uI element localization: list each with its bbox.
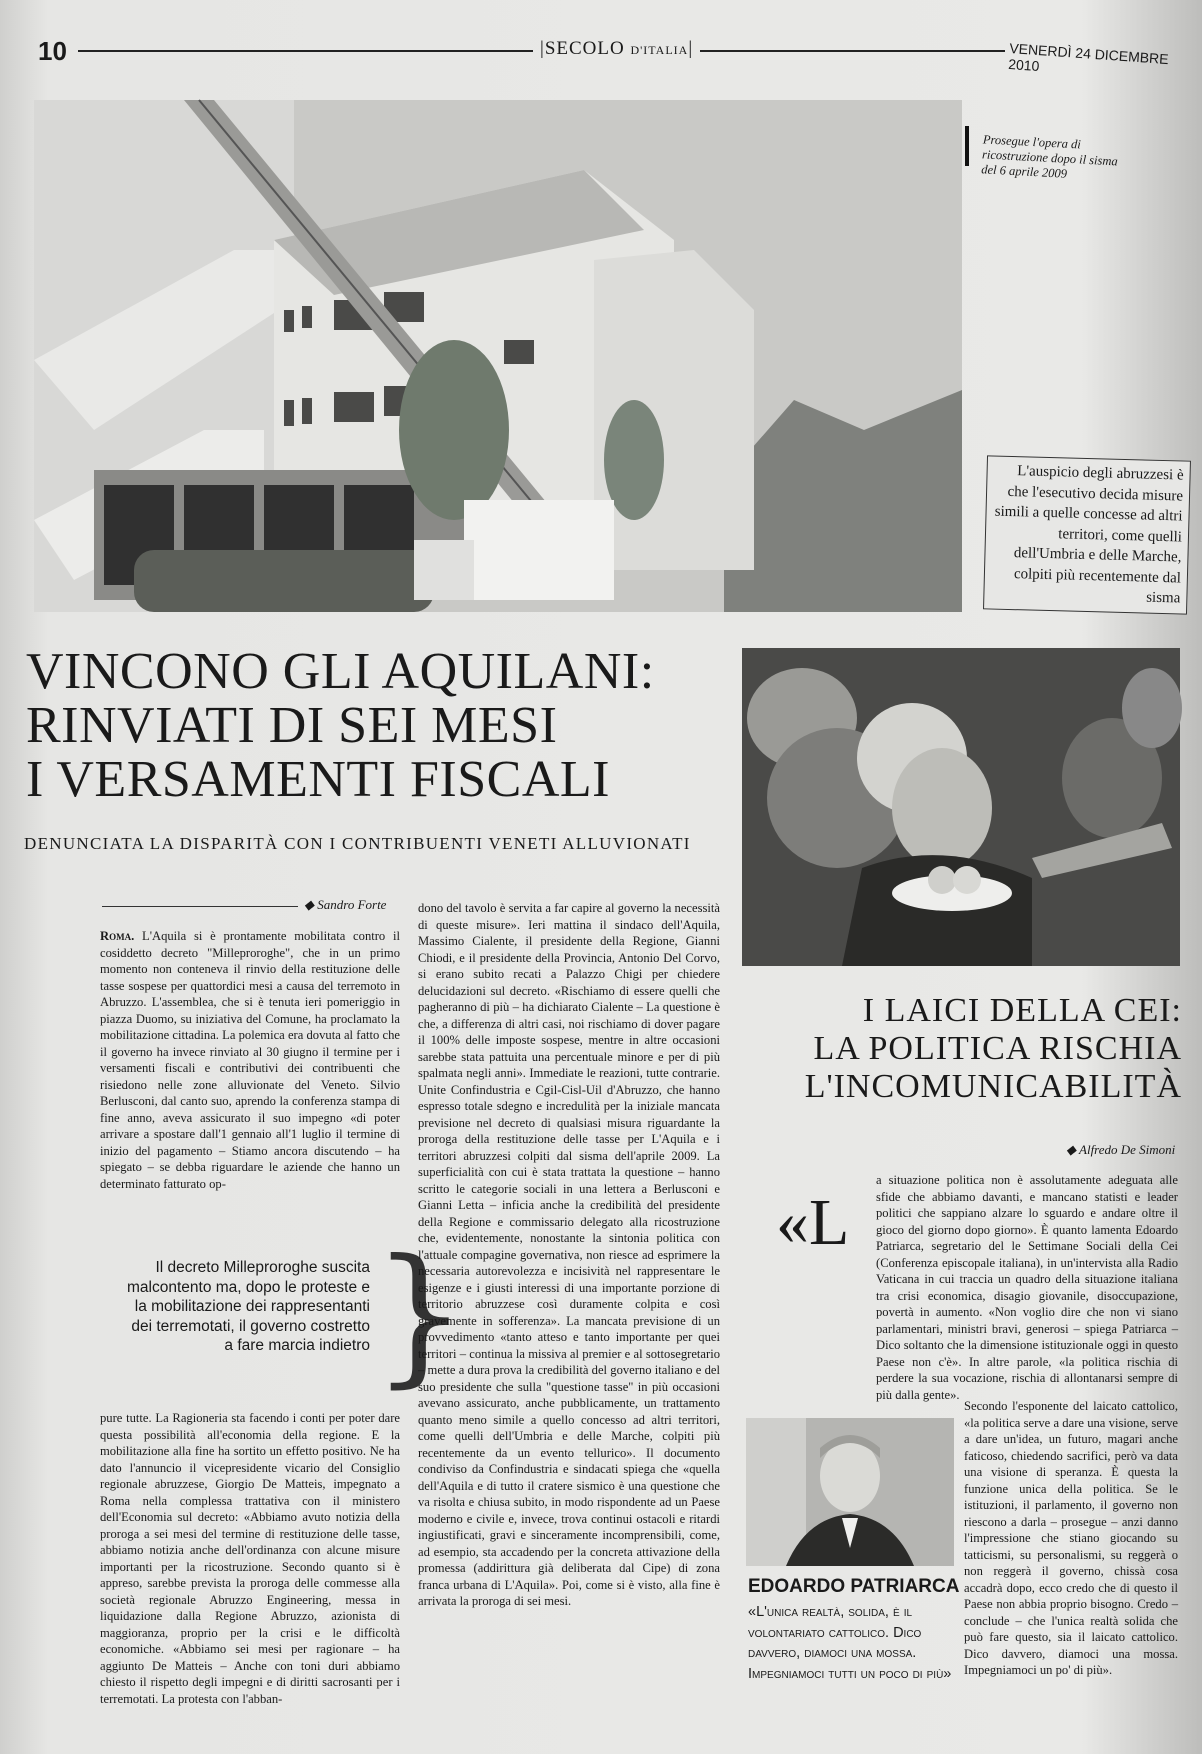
byline-article1: ◆ Sandro Forte	[304, 897, 387, 912]
article2-lead: a situazione politica non è assolutamente adeguata alle sfide che abbiamo davanti, e mancano statisti e leader politici che sappiano alzare lo sguardo e andare oltre il gioco del giorno dopo giorno». È quanto lamenta Edoardo Patriarca, segretario del le Settimane Sociali della Cei (Conferenza episcopale italiana), in un'intervista alla Radio Vaticana in cui traccia un quadro della situazione italiana tra crisi economica, disagio giovanile, disoccupazione, povertà in aumento. «Non voglio dire che non vi siano parlamentari, ministri bravi, generosi – spiega Patriarca – Dico soltanto che la dimensione istituzionale oggi in questo Paese non c'è». In altre parole, «la politica rischia di perdere la sua vocazione, rischia di allontanarsi sempre di più dalla gente».	[876, 1173, 1178, 1402]
headline-line: L'INCOMUNICABILITÀ	[804, 1068, 1182, 1105]
masthead-main: SECOLO	[544, 38, 625, 59]
article2-continuation: Secondo l'esponente del laicato cattolico, «la politica serve a dare una visione, serve a dare un'idea, un futuro, magari anche faticoso, chiedendo sacrifici, però va data una visione di speranza. È questa la funzione unica della politica. Se le istituzioni, il parlamento, il governo non riescono a darla – prosegue – anzi danno l'impressione che stiano giocando su tatticismi, su personalismi, su reggerà o non reggerà il governo, chissà cosa accadrà dopo, ecco credo che di questo il Paese non abbia proprio bisogno. Credo – conclude – che l'unica realtà solida che può fare questo, sia il laicato cattolico. Dico davvero, diamoci una mossa. Impegniamoci un po' di più».	[964, 1399, 1178, 1677]
header-rule-right	[700, 50, 1005, 52]
pull-quote: Il decreto Milleproroghe suscita malcontento ma, dopo le proteste e la mobilitazione dei rappresentanti dei terremotati, il governo costretto a fare marcia indietro	[127, 1259, 370, 1354]
article1-col1-bottom: pure tutte. La Ragioneria sta facendo i conti per poter dare questa possibilità all'economia della regione. E la mobilitazione alla fine ha sortito un effetto positivo. Ne ha dato l'annuncio il vicepresidente vicario del Consiglio regionale abruzzese, Giorgio De Matteis, impegnato a Roma nella complessa trattativa con il ministero dell'Economia sul decreto: «Abbiamo avuto notizia della proroga a sei mesi del termine di restituzione delle tasse, abbiamo notizia anche dell'ordinanza con alcune misure importanti per la ricostruzione. Secondo quanto si è appreso, sarebbe prevista la proroga delle commesse alla società regionale Abruzzo Engineering, messa in liquidazione dalla Regione Abruzzo, azionista di maggioranza, proprio per la crisi e le difficoltà economiche. «Abbiamo sei mesi per ragionare – ha aggiunto De Matteis – Anche con toni duri abbiamo chiesto il rispetto degli impegni e di diritti sacrosanti per i terremotati. La protesta con l'abban-	[100, 1411, 400, 1706]
byline-article2: ◆ Alfredo De Simoni	[1066, 1142, 1176, 1157]
photo-caption: Prosegue l'opera di ricostruzione dopo il sisma del 6 aprile 2009	[980, 132, 1119, 181]
callout-box: L'auspicio degli abruzzesi è che l'esecutivo decida misure simili a quelle concesse ad altri territori, come quelli dell'Umbria e delle Marche, colpiti più recentemente dal sisma	[983, 455, 1191, 614]
issue-date: VENERDÌ 24 DICEMBRE 2010	[1007, 40, 1170, 75]
main-headline	[26, 645, 746, 807]
article1-col2: dono del tavolo è servita a far capire al governo la necessità di queste misure». Ieri mattina il sindaco dell'Aquila, Massimo Cialente, il presidente della Regione, Gianni Chiodi, e il presidente della Provincia, Antonio Del Corvo, si erano subito recati a Palazzo Chigi per chiedere delucidazioni sul decreto. «Rischiamo di essere quelli che pagheranno di più – ha dichiarato Cialente – La questione è che, a differenza di altri casi, noi rischiamo di dover pagare il 100% delle imposte sospese, mentre in altre occasioni sarebbe stata pattuita una percentuale minore e per di più spalmata negli anni». Immediate le reazioni, tutte contrarie. Unite Confindustria e Cgil-Cisl-Uil d'Abruzzo, che hanno espresso totale sdegno e incredulità per la iniziale mancata previsione nel decreto di qualsiasi misura riguardante la proroga della restituzione delle tasse per L'Aquila e i territori abruzzesi colpiti dal sisma dell'aprile 2009. La superficialità con cui è stata trattata la questione – hanno scritto le categorie sociali in una lettera a Berlusconi e Gianni Letta – inficia anche la credibilità del presidente della Regione e commissario delegato alla ricostruzione che, evidentemente, nonostante la sintonia politica con l'attuale compagine governativa, non riesce ad esprimere la necessaria autorevolezza e incisività nel rappresentare le esigenze e i giusti interessi di una importante porzione di territorio abruzzese così duramente colpita e così gravemente in sofferenza». La mancata previsione di un provvedimento «tanto atteso e tanto importante per quei territori – continua la missiva al premier e al sottosegretario – mette a dura prova la credibilità del governo italiano e del suo presidente che sulla "questione tasse" in più occasioni avevano assicurato, anche pubblicamente, un trattamento quanto meno simile a quello concesso ad altri territori, come quelli dell'Umbria e delle Marche, colpiti più recentemente da un evento tellurico». Il documento condiviso da Confindustria e sindacati spiega che «quella dell'Aquila e di tutto il cratere sismico è una questione che va risolta e chiusa subito, in modo rispondente ad un Paese moderno e civile e, invece, trova continui ostacoli e ritardi ingiustificati, gravi e sinceramente incomprensibili, come, ad esempio, sta accadendo per la concreta attivazione della promessa (addirittura già deliberata dal Cipe) di zona franca urbana di L'Aquila». Poi, come si è visto, alla fine è arrivata la proroga di sei mesi.	[418, 901, 720, 1608]
article1-col1-text: L'Aquila si è prontamente mobilitata contro il cosiddetto decreto "Milleproroghe", che in un primo momento non conteneva il rinvio della restituzione delle tasse sospese per quattordici mesi a causa del terremoto in Abruzzo. L'assemblea, che si è tenuta ieri pomeriggio in piazza Duomo, su iniziativa del Comune, ha proclamato la mobilitazione cittadina. La polemica era dovuta al fatto che il governo ha invece rinviato al 30 giugno il termine per i versamenti fiscali e contributivi dei contribuenti che risiedono nelle zone alluvionate del Veneto. Silvio Berlusconi, dal canto suo, aprendo la conferenza stampa di fine anno, aveva assicurato il suo impegno «di poter arrivare a spostare dall'1 gennaio all'1 luglio il termine di inizio del pagamento – Stiamo ancora discutendo – ha spiegato – se debba riguardare le aziende che hanno un determinato fatturato op-	[100, 929, 400, 1191]
dateline: Roma.	[100, 929, 135, 943]
headline-line: I VERSAMENTI FISCALI	[26, 751, 610, 808]
headline-line: I LAICI DELLA CEI:	[862, 992, 1182, 1029]
headline-line: RINVIATI DI SEI MESI	[26, 697, 558, 754]
reconstruction-photo	[34, 100, 962, 612]
byline-rule	[102, 906, 298, 907]
second-headline	[762, 992, 1182, 1106]
elderly-people-photo	[742, 648, 1180, 966]
article1-col1-top	[100, 928, 400, 1266]
masthead-small: D'ITALIA	[630, 43, 689, 57]
headline-line: LA POLITICA RISCHIA	[813, 1030, 1182, 1067]
portrait-name: EDOARDO PATRIARCA	[748, 1576, 960, 1597]
subheadline: DENUNCIATA LA DISPARITÀ CON I CONTRIBUENTI VENETI ALLUVIONATI	[24, 834, 691, 853]
portrait-quote: «L'unica realtà, solida, è il volontariato cattolico. Dico davvero, diamoci una mossa. Impegniamoci tutti un poco di più»	[748, 1604, 952, 1682]
headline-line: VINCONO GLI AQUILANI:	[26, 643, 655, 700]
header-rule-left	[78, 50, 533, 52]
drop-quote: «L	[776, 1186, 850, 1259]
pull-quote-brace: }	[372, 1228, 468, 1402]
masthead: |SECOLO D'ITALIA|	[540, 38, 694, 59]
page-number: 10	[38, 36, 67, 66]
portrait-photo	[746, 1418, 954, 1566]
caption-marker	[965, 126, 969, 166]
